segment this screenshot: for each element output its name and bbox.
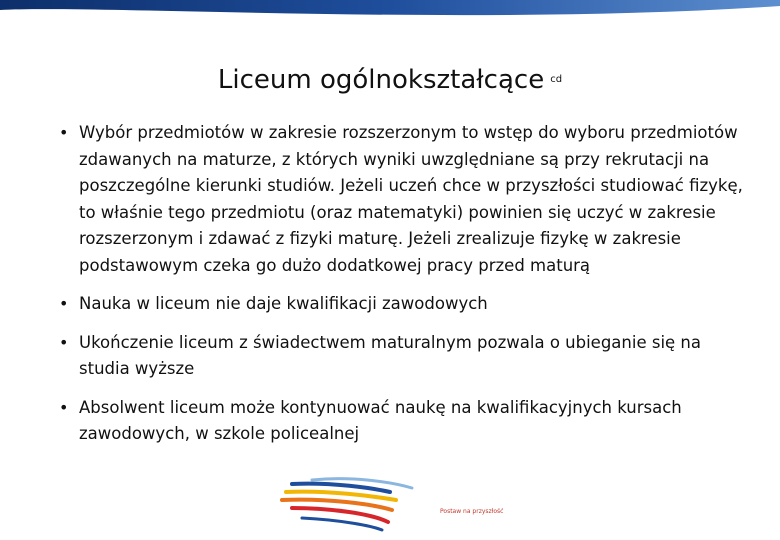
slide-title bbox=[0, 62, 780, 98]
bullet-text: Ukończenie liceum z świadectwem maturalnym pozwala o ubieganie się na studia wyższe bbox=[79, 332, 701, 378]
bullet-item bbox=[54, 395, 744, 448]
bullet-dot-icon: • bbox=[59, 332, 69, 352]
bullet-list bbox=[54, 120, 744, 460]
footer-logo-text: Postaw na przyszłość bbox=[440, 508, 504, 515]
bullet-text: Wybór przedmiotów w zakresie rozszerzonym to wstęp do wyboru przedmiotów zdawanych na maturze, z których wyniki uwzględniane są przy rekrutacji na poszczególne kierunki studiów. Jeżeli uczeń chce w przyszłości studiować fizykę, to właśnie tego przedmiotu (oraz matematyki) powinien się uczyć w zakresie rozszerzonym i zdawać z fizyki maturę. Jeżeli zrealizuje fizykę w zakresie podstawowym czeka go dużo dodatkowej pracy przed maturą bbox=[79, 123, 743, 275]
bullet-dot-icon: • bbox=[59, 397, 69, 417]
bullet-text: Absolwent liceum może kontynuować naukę na kwalifikacyjnych kursach zawodowych, w szkole policealnej bbox=[79, 397, 682, 443]
footer-logo-icon bbox=[272, 472, 432, 532]
slide-title-text: Liceum ogólnokształcące bbox=[217, 65, 545, 95]
bullet-dot-icon: • bbox=[59, 294, 69, 313]
slide-title-suffix: cd bbox=[550, 74, 563, 85]
bullet-item bbox=[54, 120, 744, 279]
bullet-item bbox=[54, 330, 744, 383]
header-wave-decoration bbox=[0, 0, 780, 24]
bullet-item bbox=[54, 291, 744, 318]
bullet-dot-icon: • bbox=[59, 123, 69, 142]
bullet-text: Nauka w liceum nie daje kwalifikacji zawodowych bbox=[79, 294, 488, 313]
